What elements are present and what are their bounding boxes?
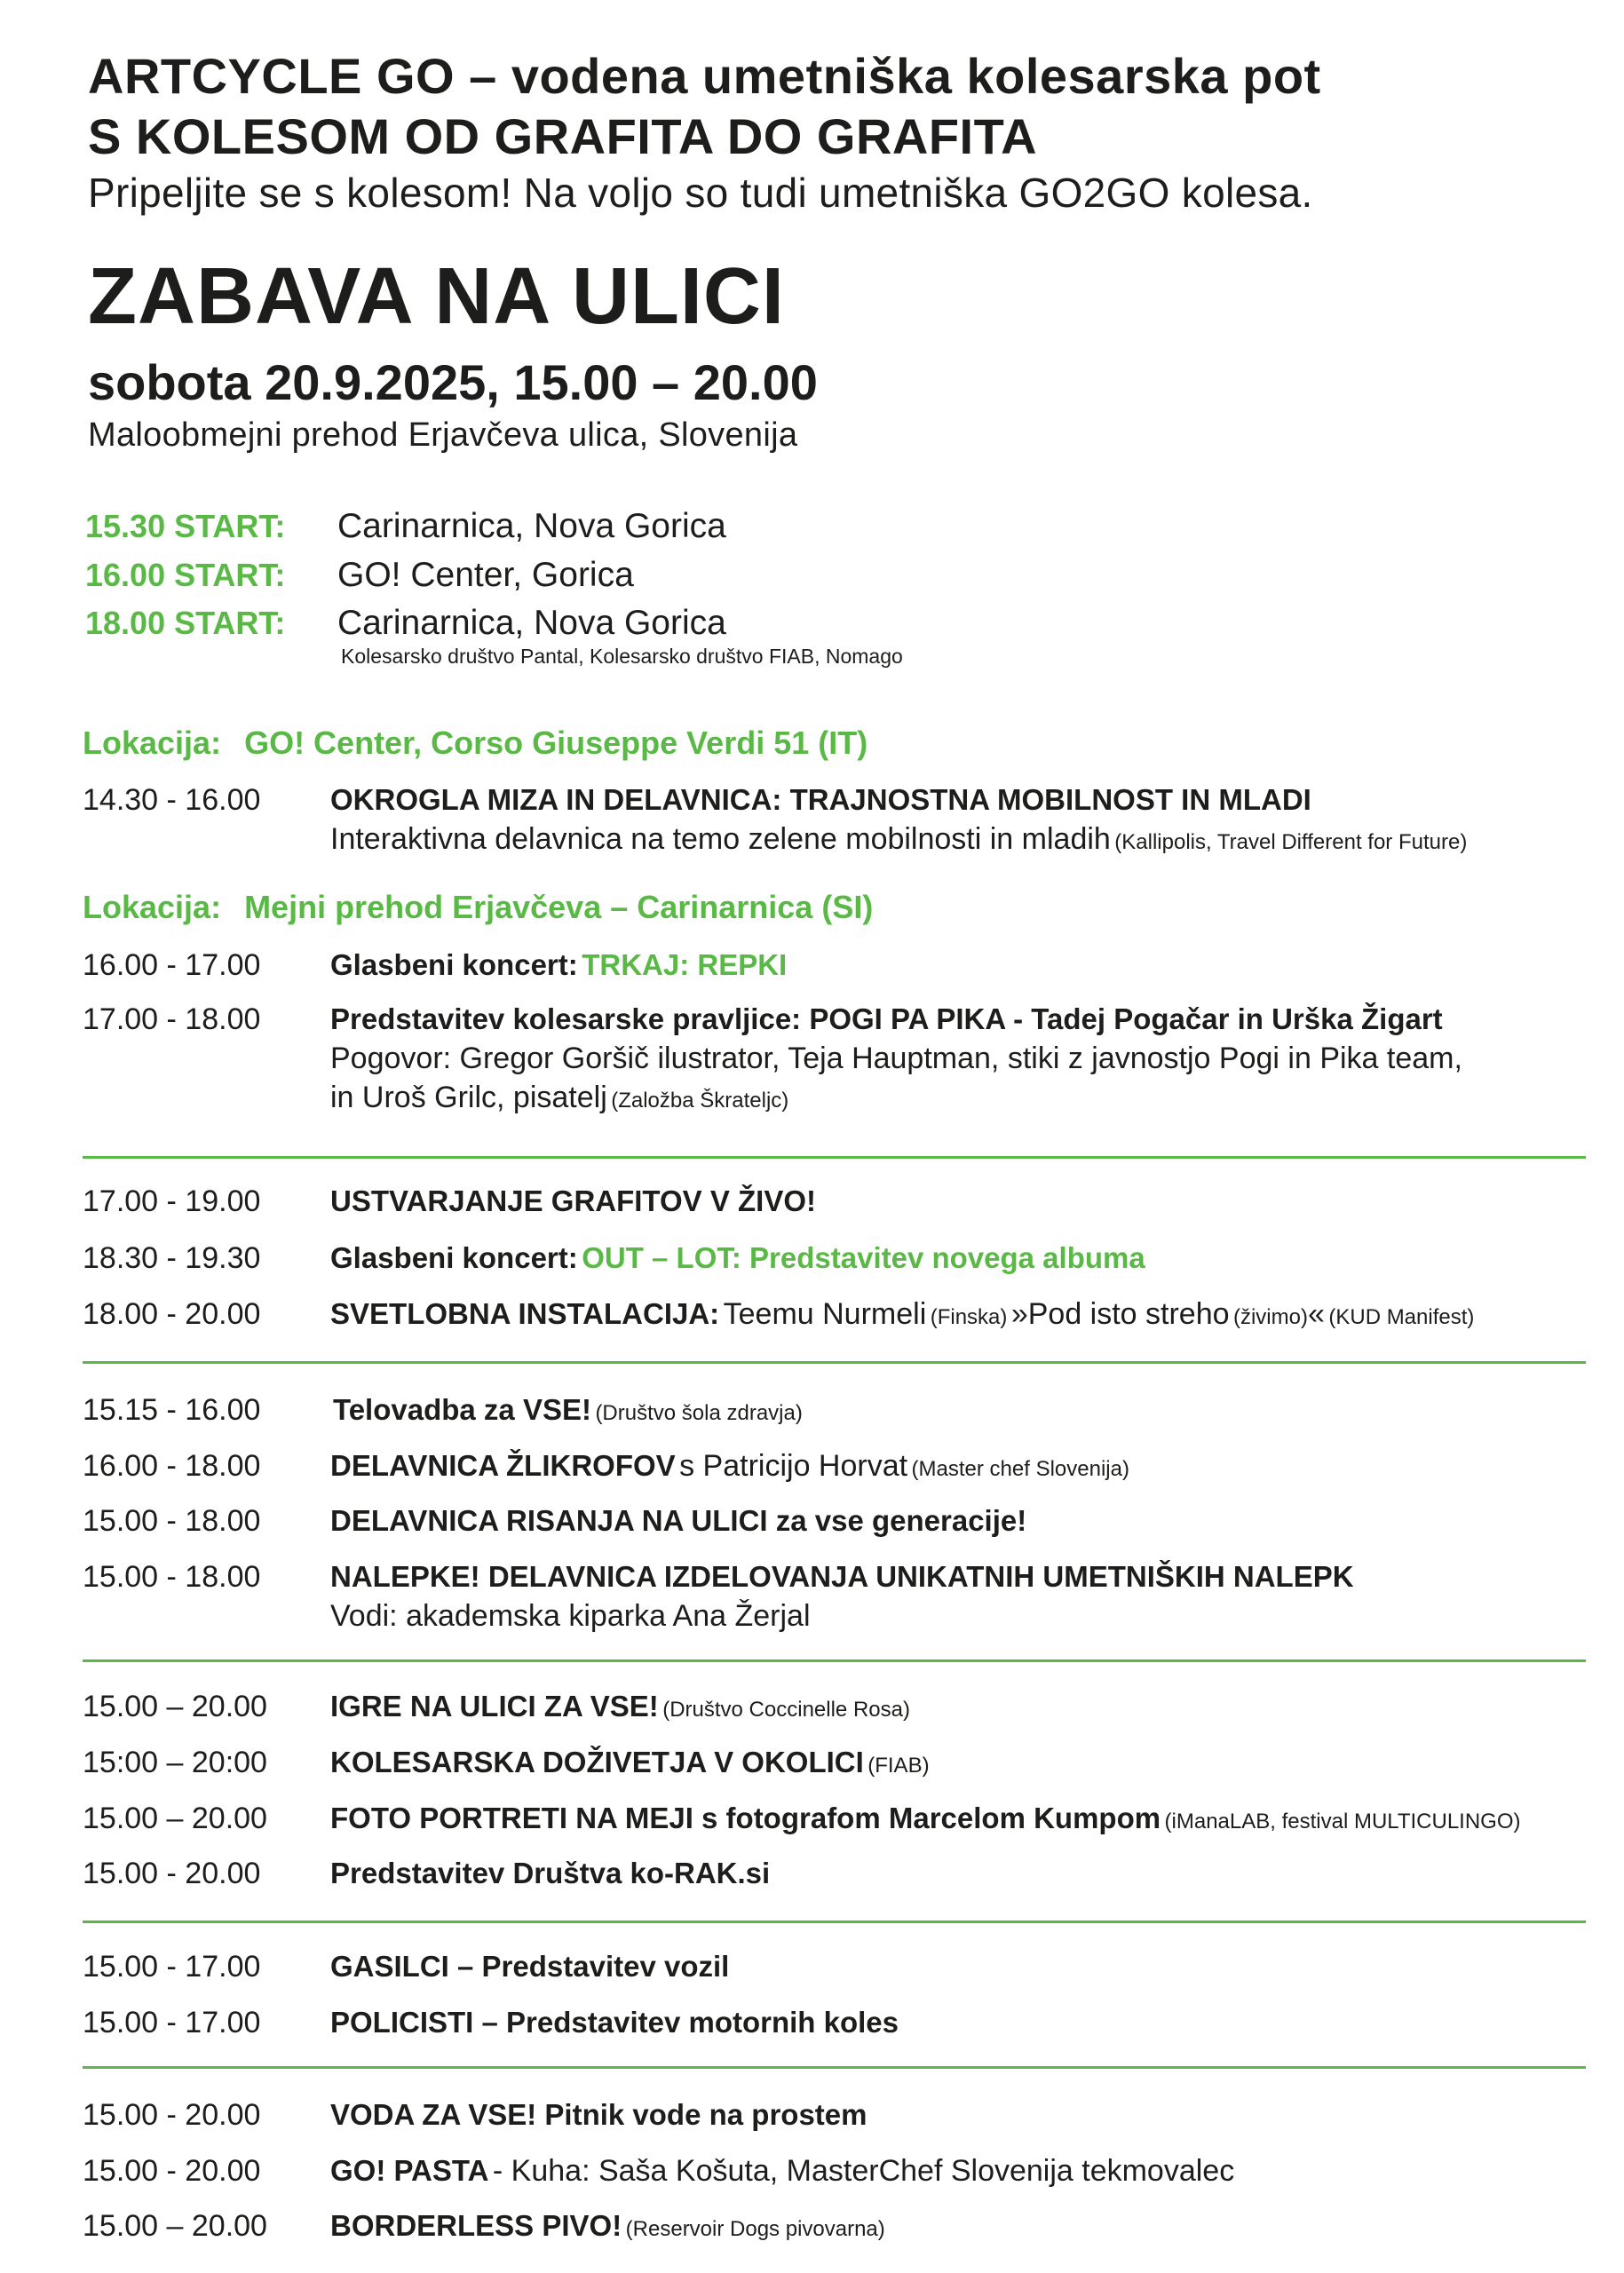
program-title: DELAVNICA ŽLIKROFOV (330, 1449, 676, 1482)
location-name: GO! Center, Corso Giuseppe Verdi 51 (IT) (244, 725, 868, 761)
program-note: (KUD Manifest) (1328, 1305, 1475, 1329)
program-event (330, 1446, 1129, 1485)
program-note: (Založba Škrateljc) (611, 1089, 789, 1113)
program-time: 15.00 - 18.00 (83, 1560, 261, 1594)
program-time: 15.00 – 20.00 (83, 1802, 267, 1835)
program-event (330, 1743, 930, 1782)
program-time: 16.00 - 18.00 (83, 1449, 261, 1483)
program-title: POLICISTI – Predstavitev motornih koles (330, 2006, 899, 2039)
program-text: - Kuha: Saša Košuta, MasterChef Slovenija tekmovalec (492, 2154, 1235, 2188)
program-title: KOLESARSKA DOŽIVETJA V OKOLICI (330, 1746, 864, 1778)
program-note: (Finska) (930, 1305, 1008, 1329)
program-event (330, 1295, 1474, 1334)
program-title: VODA ZA VSE! Pitnik vode na prostem (330, 2098, 867, 2131)
program-event (330, 2003, 899, 2042)
program-event (330, 1000, 1462, 1117)
program-note: (Reservoir Dogs pivovarna) (625, 2217, 885, 2241)
section-divider (83, 1659, 1586, 1662)
program-time: 15.00 - 20.00 (83, 2154, 261, 2188)
program-text: « (1307, 1297, 1325, 1331)
program-note: (iManaLAB, festival MULTICULINGO) (1164, 1810, 1521, 1833)
program-event (333, 1390, 803, 1430)
program-title: Predstavitev kolesarske pravljice: POGI PA PIKA - Tadej Pogačar in Urška Žigart (330, 1002, 1443, 1035)
section-divider (83, 1921, 1586, 1923)
start-organizers: Kolesarsko društvo Pantal, Kolesarsko društvo FIAB, Nomago (341, 645, 903, 668)
section-divider (83, 2066, 1586, 2069)
program-note: (Društvo Coccinelle Rosa) (662, 1698, 910, 1722)
program-description: Vodi: akademska kiparka Ana Žerjal (330, 1599, 811, 1633)
program-event (330, 1557, 1354, 1635)
program-title: NALEPKE! DELAVNICA IZDELOVANJA UNIKATNIH UMETNIŠKIH NALEPK (330, 1560, 1354, 1593)
program-time: 17.00 - 19.00 (83, 1184, 261, 1218)
program-event (330, 1854, 770, 1893)
program-title: SVETLOBNA INSTALACIJA: (330, 1297, 720, 1330)
program-title: Glasbeni koncert: (330, 948, 578, 981)
event-title: ZABAVA NA ULICI (88, 252, 785, 341)
program-event (330, 2151, 1234, 2190)
program-time: 15.00 - 18.00 (83, 1504, 261, 1538)
program-note: (Kallipolis, Travel Different for Future) (1114, 830, 1468, 854)
program-event (330, 1799, 1521, 1838)
start-row (0, 554, 1624, 596)
event-date-time: sobota 20.9.2025, 15.00 – 20.00 (88, 354, 818, 410)
program-time: 16.00 - 17.00 (83, 948, 261, 982)
program-event (330, 1239, 1145, 1278)
location-name: Mejni prehod Erjavčeva – Carinarnica (SI) (244, 889, 874, 925)
program-time: 15:00 – 20:00 (83, 1746, 267, 1779)
program-time: 14.30 - 16.00 (83, 783, 261, 817)
program-time: 15.00 – 20.00 (83, 1690, 267, 1723)
program-event (330, 2095, 867, 2134)
program-note: (živimo) (1232, 1305, 1308, 1329)
program-time: 18.00 - 20.00 (83, 1297, 261, 1331)
location-heading (83, 724, 867, 763)
section-divider (83, 1156, 1586, 1159)
program-title: Predstavitev Društva ko-RAK.si (330, 1857, 771, 1889)
program-description: in Uroš Grilc, pisatelj (330, 1081, 607, 1114)
program-title: OKROGLA MIZA IN DELAVNICA: TRAJNOSTNA MOBILNOST IN MLADI (330, 783, 1311, 816)
title-line-1: ARTCYCLE GO – vodena umetniška kolesarska pot (88, 48, 1321, 104)
program-title: GASILCI – Predstavitev vozil (330, 1950, 730, 1983)
start-place: Carinarnica, Nova Gorica (337, 507, 726, 545)
start-label: 18.00 START: (85, 605, 286, 641)
start-label: 16.00 START: (85, 557, 286, 593)
start-label: 15.30 START: (85, 508, 286, 544)
subtitle: Pripeljite se s kolesom! Na voljo so tudi umetniška GO2GO kolesa. (88, 170, 1313, 216)
program-event (330, 1687, 910, 1726)
program-time: 18.30 - 19.30 (83, 1241, 261, 1275)
program-time: 15.00 - 20.00 (83, 1857, 261, 1890)
program-text: Teemu Nurmeli (723, 1297, 927, 1331)
start-place: GO! Center, Gorica (337, 556, 634, 594)
start-row (0, 602, 1624, 644)
program-time: 15.00 – 20.00 (83, 2209, 267, 2243)
program-highlight: TRKAJ: REPKI (582, 948, 788, 981)
program-time: 15.00 - 17.00 (83, 1950, 261, 1984)
program-time: 15.00 - 20.00 (83, 2098, 261, 2132)
location-heading (83, 888, 873, 927)
program-event (330, 1182, 816, 1221)
start-place: Carinarnica, Nova Gorica (337, 604, 726, 642)
program-event (330, 1501, 1026, 1540)
program-highlight: OUT – LOT: Predstavitev novega albuma (582, 1241, 1145, 1274)
event-venue: Maloobmejni prehod Erjavčeva ulica, Slovenija (88, 416, 798, 454)
program-description: Interaktivna delavnica na temo zelene mobilnosti in mladih (330, 822, 1111, 856)
program-note: (Master chef Slovenija) (911, 1457, 1129, 1481)
program-title: IGRE NA ULICI ZA VSE! (330, 1690, 659, 1723)
program-event (330, 1947, 729, 1986)
program-description: Pogovor: Gregor Goršič ilustrator, Teja Hauptman, stiki z javnostjo Pogi in Pika team, (330, 1041, 1462, 1075)
program-text: s Patricijo Horvat (679, 1449, 908, 1483)
program-event (330, 946, 787, 985)
program-time: 17.00 - 18.00 (83, 1002, 261, 1036)
program-time: 15.00 - 17.00 (83, 2006, 261, 2039)
program-title: BORDERLESS PIVO! (330, 2209, 622, 2242)
section-divider (83, 1361, 1586, 1364)
program-title: DELAVNICA RISANJA NA ULICI za vse generacije! (330, 1504, 1027, 1537)
program-title: Glasbeni koncert: (330, 1241, 578, 1274)
program-text: »Pod isto streho (1010, 1297, 1230, 1331)
program-title: GO! PASTA (330, 2154, 489, 2187)
program-title: FOTO PORTRETI NA MEJI s fotografom Marcelom Kumpom (330, 1802, 1161, 1834)
location-label: Lokacija: (83, 725, 222, 761)
program-event (330, 2206, 885, 2245)
program-title: USTVARJANJE GRAFITOV V ŽIVO! (330, 1184, 817, 1217)
program-title: Telovadba za VSE! (333, 1393, 591, 1426)
location-label: Lokacija: (83, 889, 222, 925)
program-time: 15.15 - 16.00 (83, 1393, 261, 1427)
program-event (330, 780, 1467, 859)
start-row (0, 505, 1624, 547)
title-line-2: S KOLESOM OD GRAFITA DO GRAFITA (88, 108, 1038, 164)
program-note: (FIAB) (867, 1754, 930, 1778)
program-note: (Društvo šola zdravja) (595, 1401, 803, 1425)
